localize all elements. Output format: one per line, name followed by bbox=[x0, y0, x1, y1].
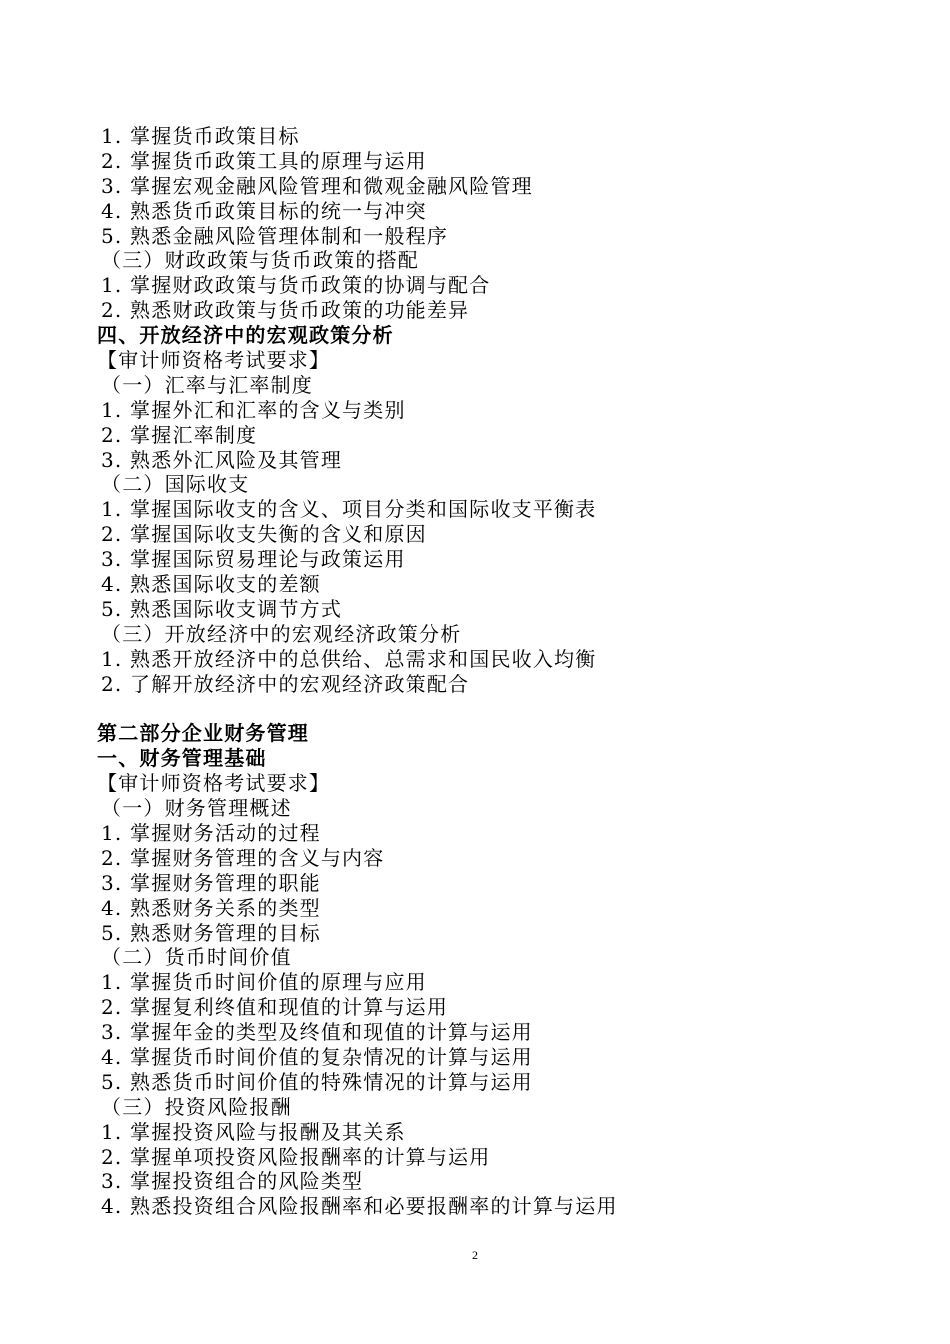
section-heading: 一、财务管理基础 bbox=[97, 746, 267, 771]
subsection-heading: （二）国际收支 bbox=[101, 472, 250, 497]
page-number: 2 bbox=[472, 1248, 478, 1262]
list-item: 1. 掌握财务活动的过程 bbox=[101, 820, 321, 845]
subsection-heading: （三）财政政策与货币政策的搭配 bbox=[101, 248, 419, 273]
list-item: 5. 熟悉货币时间价值的特殊情况的计算与运用 bbox=[101, 1069, 533, 1094]
list-item: 2. 掌握汇率制度 bbox=[101, 422, 258, 447]
subsection-heading: （一）汇率与汇率制度 bbox=[101, 372, 313, 397]
subsection-heading: （一）财务管理概述 bbox=[101, 796, 292, 821]
list-item: 1. 掌握财政政策与货币政策的协调与配合 bbox=[101, 273, 491, 298]
list-item: 5. 熟悉财务管理的目标 bbox=[101, 920, 321, 945]
list-item: 2. 掌握单项投资风险报酬率的计算与运用 bbox=[101, 1144, 491, 1169]
blank-line bbox=[97, 696, 857, 721]
document-body bbox=[97, 124, 857, 1219]
exam-requirement-label: 【审计师资格考试要求】 bbox=[97, 771, 331, 796]
list-item: 2. 了解开放经济中的宏观经济政策配合 bbox=[101, 671, 470, 696]
open-economy-list bbox=[97, 348, 857, 696]
list-item: 1. 掌握国际收支的含义、项目分类和国际收支平衡表 bbox=[101, 497, 597, 522]
subsection-heading: （三）开放经济中的宏观经济政策分析 bbox=[101, 621, 462, 646]
list-item: 2. 掌握复利终值和现值的计算与运用 bbox=[101, 995, 449, 1020]
list-item: 2. 掌握国际收支失衡的含义和原因 bbox=[101, 522, 427, 547]
section-heading: 四、开放经济中的宏观政策分析 bbox=[97, 323, 394, 348]
list-item: 3. 掌握年金的类型及终值和现值的计算与运用 bbox=[101, 1020, 533, 1045]
list-item: 3. 掌握国际贸易理论与政策运用 bbox=[101, 547, 406, 572]
list-item: 4. 熟悉国际收支的差额 bbox=[101, 572, 321, 597]
monetary-policy-list bbox=[97, 124, 857, 323]
list-item: 5. 熟悉金融风险管理体制和一般程序 bbox=[101, 223, 449, 248]
list-item: 4. 熟悉投资组合风险报酬率和必要报酬率的计算与运用 bbox=[101, 1194, 618, 1219]
list-item: 3. 掌握投资组合的风险类型 bbox=[101, 1169, 364, 1194]
list-item: 1. 掌握投资风险与报酬及其关系 bbox=[101, 1119, 406, 1144]
part-heading: 第二部分企业财务管理 bbox=[97, 721, 309, 746]
list-item: 3. 熟悉外汇风险及其管理 bbox=[101, 447, 343, 472]
list-item: 2. 掌握货币政策工具的原理与运用 bbox=[101, 148, 427, 173]
subsection-heading: （二）货币时间价值 bbox=[101, 945, 292, 970]
list-item: 1. 掌握货币政策目标 bbox=[101, 124, 300, 148]
list-item: 1. 掌握货币时间价值的原理与应用 bbox=[101, 970, 427, 995]
list-item: 5. 熟悉国际收支调节方式 bbox=[101, 596, 343, 621]
list-item: 3. 掌握财务管理的职能 bbox=[101, 870, 321, 895]
list-item: 4. 熟悉财务关系的类型 bbox=[101, 895, 321, 920]
list-item: 4. 熟悉货币政策目标的统一与冲突 bbox=[101, 198, 427, 223]
list-item: 3. 掌握宏观金融风险管理和微观金融风险管理 bbox=[101, 173, 533, 198]
list-item: 1. 掌握外汇和汇率的含义与类别 bbox=[101, 397, 406, 422]
subsection-heading: （三）投资风险报酬 bbox=[101, 1094, 292, 1119]
list-item: 4. 掌握货币时间价值的复杂情况的计算与运用 bbox=[101, 1044, 533, 1069]
list-item: 1. 熟悉开放经济中的总供给、总需求和国民收入均衡 bbox=[101, 646, 597, 671]
list-item: 2. 熟悉财政政策与货币政策的功能差异 bbox=[101, 298, 470, 323]
financial-management-list bbox=[97, 771, 857, 1219]
list-item: 2. 掌握财务管理的含义与内容 bbox=[101, 845, 385, 870]
exam-requirement-label: 【审计师资格考试要求】 bbox=[97, 348, 331, 373]
